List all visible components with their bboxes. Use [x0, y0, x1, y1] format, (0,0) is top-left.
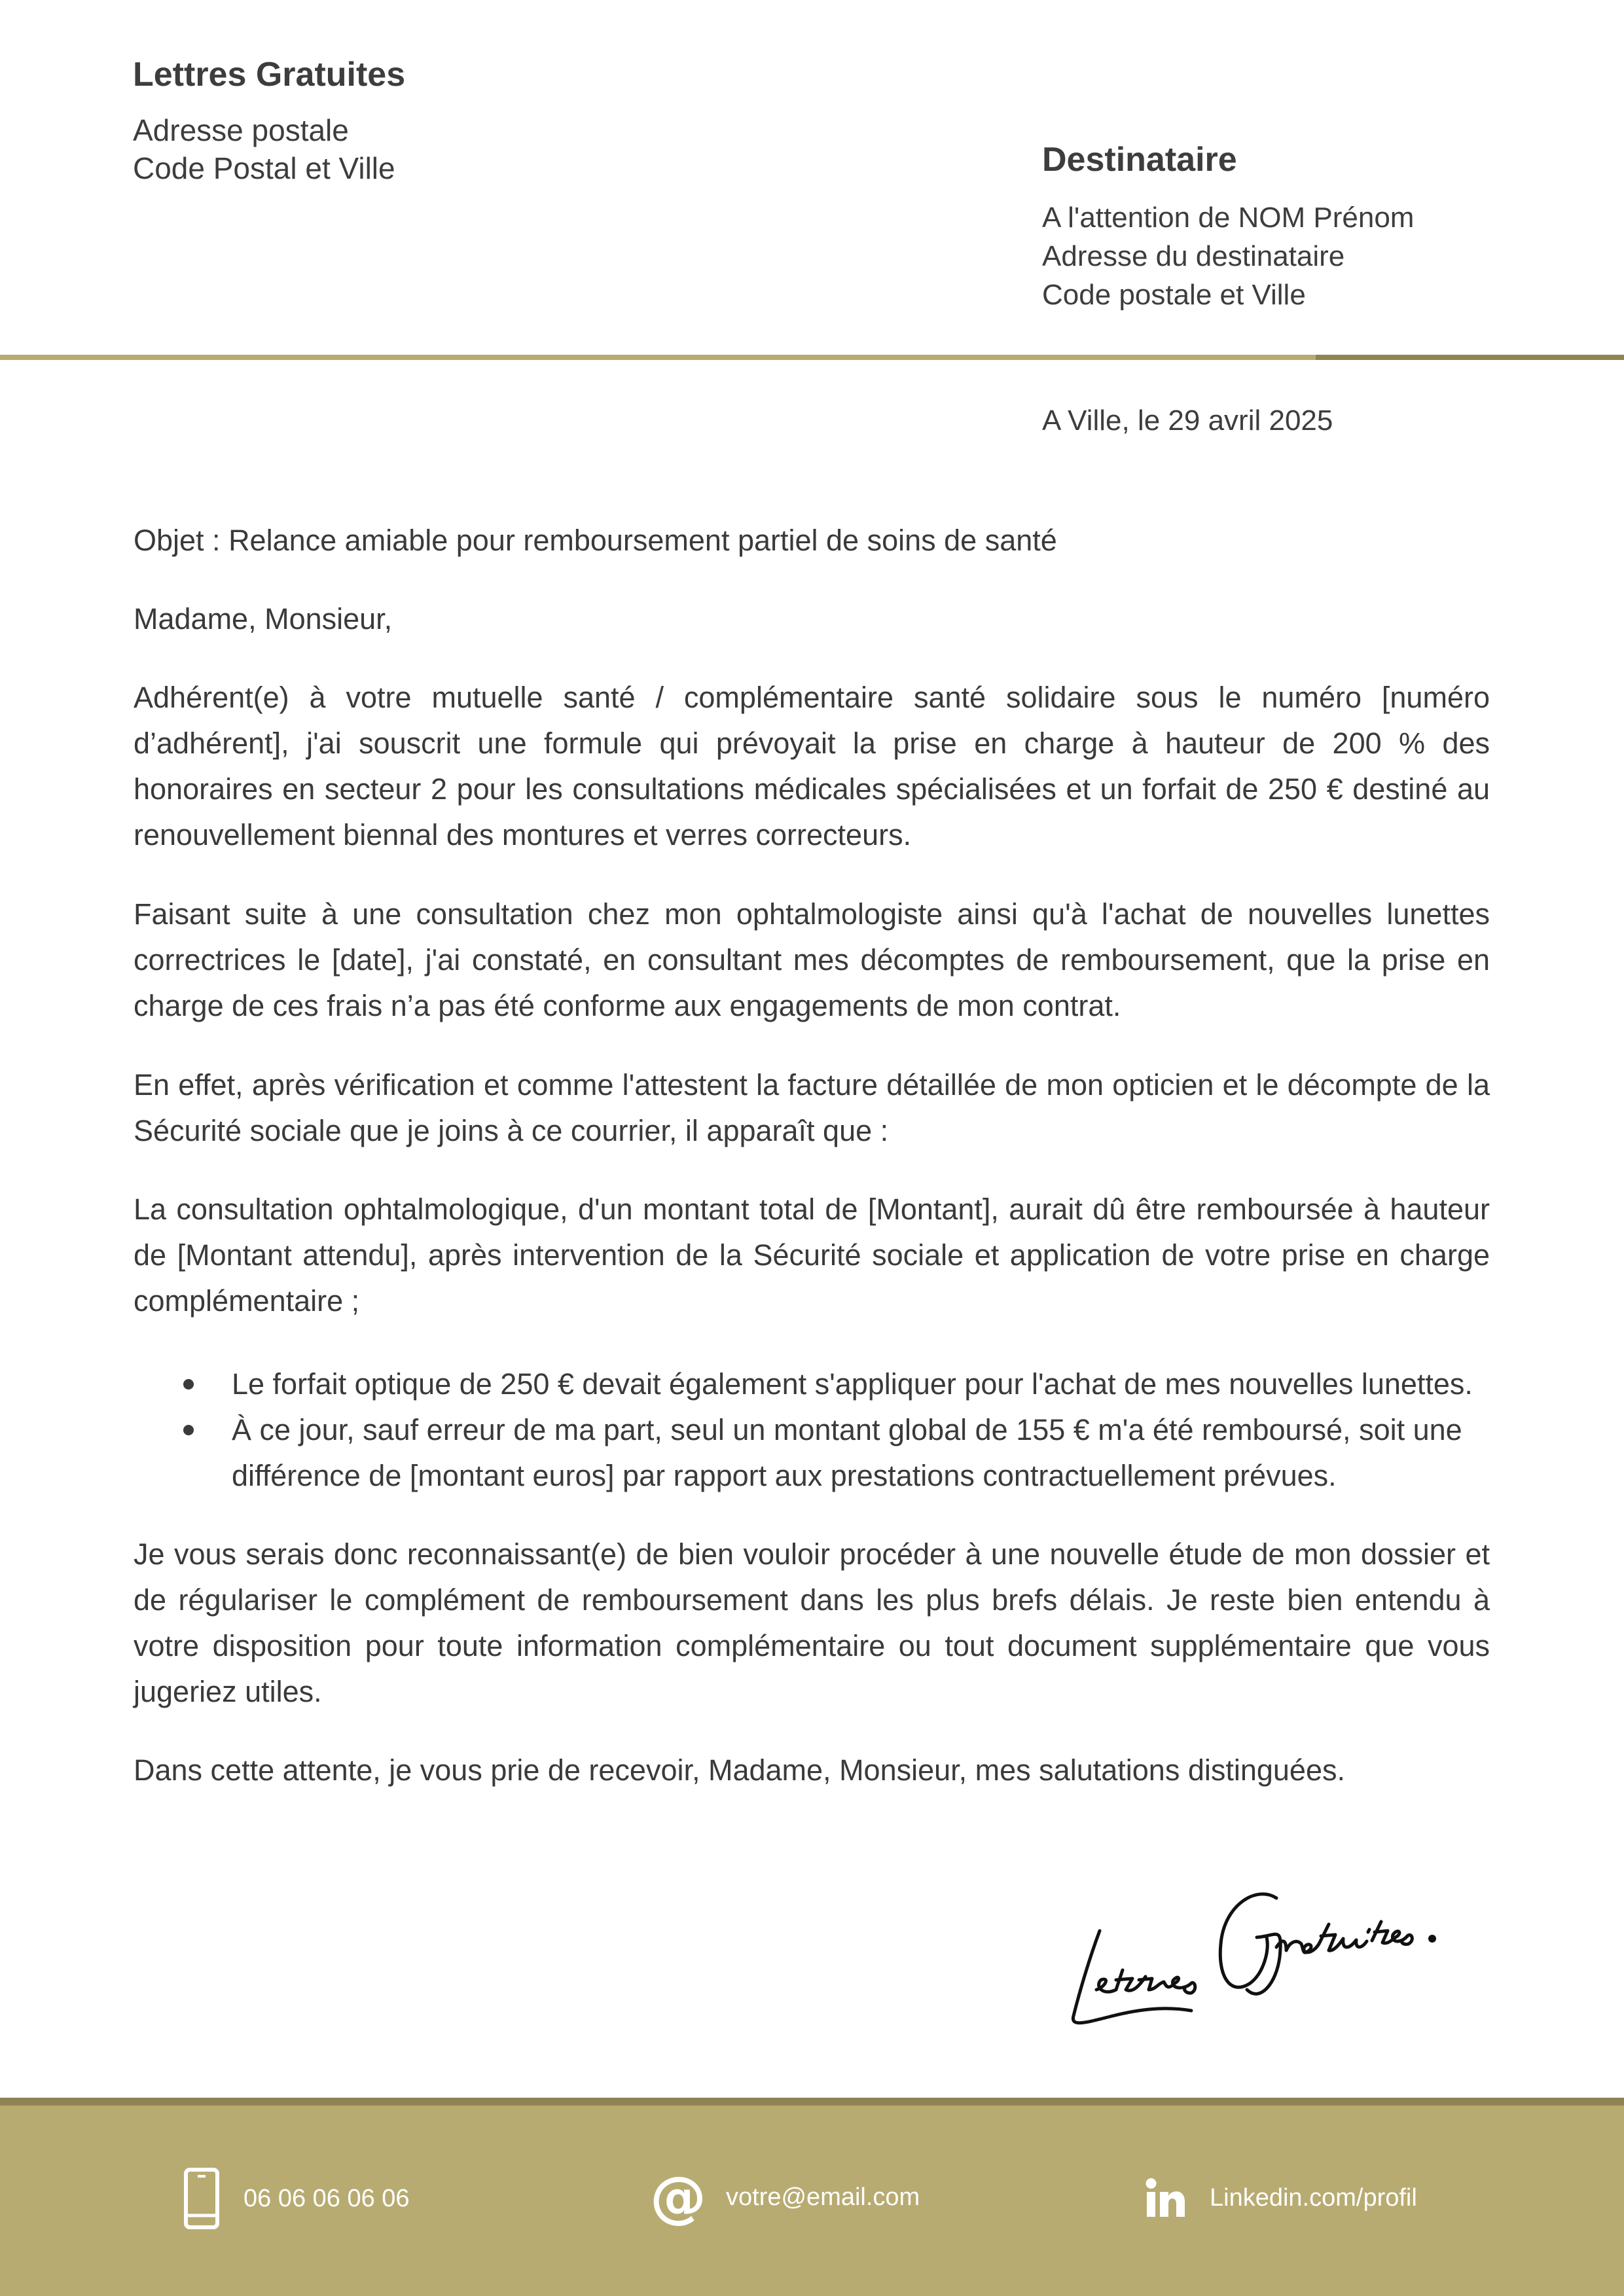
bullet-text: Le forfait optique de 250 € devait également s'appliquer pour l'achat de mes nouvelles lunettes. — [232, 1367, 1473, 1401]
paragraph-4: La consultation ophtalmologique, d'un montant total de [Montant], aurait dû être remboursée à hauteur de [Montant attendu], après intervention de la Sécurité sociale et application de votre prise en charge complémentaire ; — [134, 1193, 1490, 1318]
header-divider-dark — [1316, 355, 1624, 360]
paragraph-2: Faisant suite à une consultation chez mon ophtalmologiste ainsi qu'à l'achat de nouvelles lunettes correctrices le [date], j'ai constaté, en consultant mes décomptes de remboursement, que la prise en charge de ces frais n’a pas été conforme aux engagements de mon contrat. — [134, 897, 1490, 1022]
bullet-text: À ce jour, sauf erreur de ma part, seul un montant global de 155 € m'a été remboursé, soit une différence de [montant euros] par rapport aux prestations contractuellement prévues. — [232, 1413, 1462, 1492]
bullet-dot-icon — [183, 1425, 194, 1435]
bullet-list — [134, 1361, 1490, 1499]
footer-linkedin[interactable] — [1146, 2178, 1417, 2218]
linkedin-icon — [1146, 2178, 1186, 2218]
footer-email[interactable] — [650, 2164, 920, 2230]
letter-greeting: Madame, Monsieur, — [134, 602, 393, 636]
footer-phone[interactable] — [183, 2167, 410, 2230]
list-item — [134, 1407, 1490, 1499]
phone-icon — [183, 2167, 220, 2230]
signature-image — [1060, 1859, 1453, 2042]
paragraph-5: Je vous serais donc reconnaissant(e) de bien vouloir procéder à une nouvelle étude de mon dossier et de régulariser le complément de remboursement dans les plus brefs délais. Je reste bien entendu à votre disposition pour toute information complémentaire ou tout document supplémentaire que vous jugeriez utiles. — [134, 1537, 1490, 1708]
paragraph-3: En effet, après vérification et comme l'attestent la facture détaillée de mon opticien et le décompte de la Sécurité sociale que je joins à ce courrier, il apparaît que : — [134, 1068, 1490, 1147]
sender-name: Lettres Gratuites — [133, 56, 406, 94]
recipient-attention: A l'attention de NOM Prénom — [1042, 202, 1415, 234]
list-item — [134, 1361, 1490, 1407]
paragraph-1: Adhérent(e) à votre mutuelle santé / complémentaire santé solidaire sous le numéro [numéro d’adhérent], j'ai souscrit une formule qui prévoyait la prise en charge à hauteur de 200 % des honoraires en secteur 2 pour les consultations médicales spécialisées et un forfait de 250 € destiné au renouvellement biennal des montures et verres correcteurs. — [134, 681, 1490, 852]
footer-divider — [0, 2098, 1624, 2106]
email-address: votre@email.com — [726, 2183, 920, 2211]
closing-paragraph: Dans cette attente, je vous prie de recevoir, Madame, Monsieur, mes salutations distinguées. — [134, 1753, 1345, 1787]
letter-subject: Objet : Relance amiable pour remboursement partiel de soins de santé — [134, 524, 1057, 557]
recipient-city: Code postale et Ville — [1042, 279, 1306, 311]
linkedin-url: Linkedin.com/profil — [1210, 2183, 1417, 2212]
footer-bar — [0, 2106, 1624, 2296]
sender-address: Adresse postale — [133, 113, 349, 147]
at-icon: @ — [650, 2164, 706, 2230]
recipient-address: Adresse du destinataire — [1042, 240, 1345, 272]
bullet-dot-icon — [183, 1379, 194, 1390]
phone-number: 06 06 06 06 06 — [244, 2184, 410, 2212]
recipient-title: Destinataire — [1042, 141, 1237, 179]
header-divider-light — [0, 355, 1316, 360]
letter-date: A Ville, le 29 avril 2025 — [1042, 404, 1333, 437]
sender-city: Code Postal et Ville — [133, 151, 395, 185]
